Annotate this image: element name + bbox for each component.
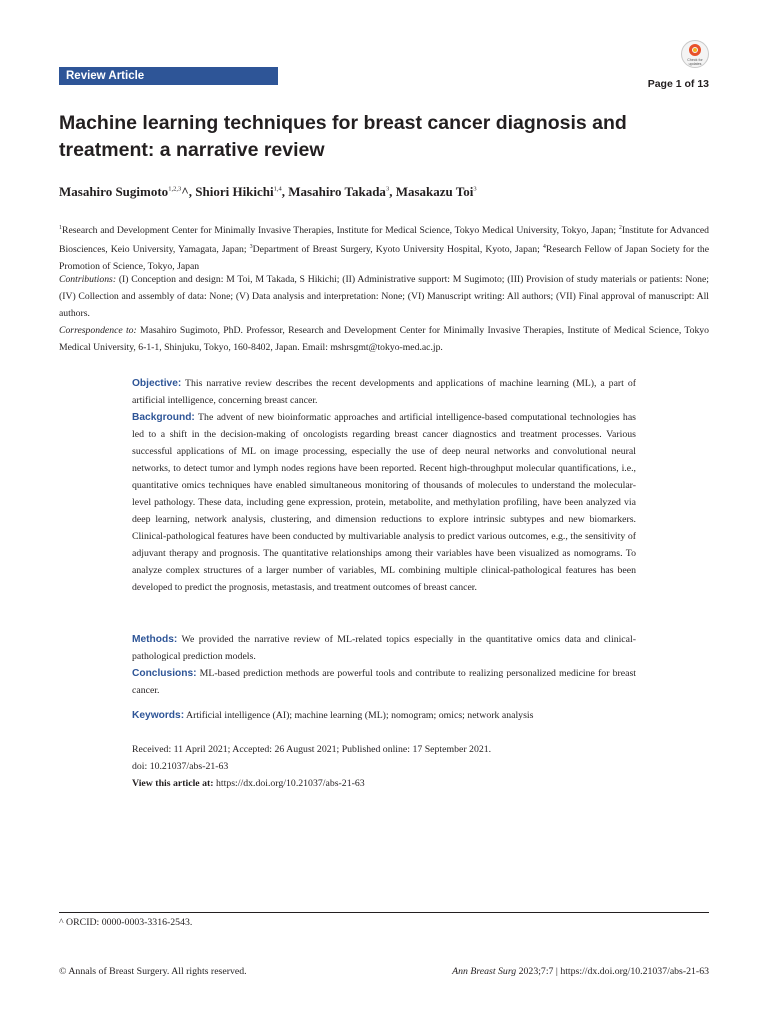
author-list [59, 184, 477, 200]
correspondence-label: Correspondence to: [59, 325, 137, 336]
check-for-updates-icon[interactable] [681, 40, 709, 68]
article-url[interactable]: https://dx.doi.org/10.21037/abs-21-63 [213, 778, 365, 789]
page-number: Page 1 of 13 [647, 78, 709, 90]
article-type-badge: Review Article [59, 67, 278, 85]
copyright: © Annals of Breast Surgery. All rights reserved. [59, 966, 247, 977]
footnote-divider [59, 912, 709, 913]
abstract-methods: Methods: We provided the narrative review of ML-related topics especially in the quantitative omics data and clinical-pathological prediction models. [132, 634, 636, 662]
author: Masakazu Toi$^3$ [395, 184, 477, 199]
check-updates-dot-icon [693, 48, 697, 52]
article-link[interactable] [132, 775, 365, 792]
keywords: Keywords: Artificial intelligence (AI); machine learning (ML); nomogram; omics; network analysis [132, 710, 534, 721]
article-title: Machine learning techniques for breast cancer diagnosis and treatment: a narrative review [59, 112, 627, 161]
publication-dates: Received: 11 April 2021; Accepted: 26 August 2021; Published online: 17 September 2021. [132, 744, 492, 755]
abstract-background: Background: The advent of new bioinformatic approaches and artificial intelligence-based computational technologies has led to a shift in the decision-making of oncologists regarding breast cancer diagnostics and treatment processes. Various successful applications of ML on image processing, especially the use of deep neural networks and convolutional neural networks, to detect tumor and lymph nodes regions have been reported. Recent high-throughput molecular quantifications, i.e., quantitative omics techniques have enabled simultaneous monitoring of thousands of molecules to understand the molecular-level pathology. These data, including gene expression, protein, metabolite, and methylation profiling, have been analyzed via deep learning, network analysis, clustering, and dimension reductions to explore intrinsic subtypes and new biomarkers. Clinical-pathological features have been conducted by multivariable analysis to predict various outcomes, e.g., the sensitivity of adjuvant therapy and prognosis. The quantitative relationships among their variables have been visualized as nomograms. To analyze complex structures of a larger number of variables, ML combining multiple clinical-pathological features has been developed to predict the prognosis, metastasis, and treatment outcomes of breast cancer. [132, 412, 636, 593]
orcid-footnote: ^ ORCID: 0000-0003-3316-2543. [59, 917, 193, 928]
abstract-heading: Conclusions: [132, 668, 197, 679]
journal-name: Ann Breast Surg [452, 966, 517, 977]
correspondence: Correspondence to: Masahiro Sugimoto, PhD. Professor, Research and Development Center for Minimally Invasive Therapies, Institute of Medical Science, Tokyo Medical University, 6-1-1, Shinjuku, Tokyo, 160-8402, Japan. Email: mshrsgmt@tokyo-med.ac.jp. [59, 325, 709, 353]
doi: doi: 10.21037/abs-21-63 [132, 761, 229, 772]
contributions: Contributions: (I) Conception and design: M Toi, M Takada, S Hikichi; (II) Administrative support: M Sugimoto; (III) Provision of study materials or patients: None; (IV) Collection and assembly of data: None; (V) Data analysis and interpretation: None; (VI) Manuscript writing: All authors; (VII) Final approval of manuscript: All authors. [59, 274, 709, 319]
keywords-label: Keywords: [132, 710, 185, 721]
abstract-heading: Methods: [132, 634, 178, 645]
abstract-heading: Objective: [132, 378, 182, 389]
author: Masahiro Takada$^3$, [288, 184, 396, 199]
author: Shiori Hikichi$^{1,4}$, [195, 184, 289, 199]
journal-citation: Ann Breast Surg 2023;7:7 | https://dx.doi.org/10.21037/abs-21-63 [452, 966, 709, 977]
view-article-label: View this article at: [132, 778, 214, 789]
abstract-objective: Objective: This narrative review describes the recent developments and applications of machine learning (ML), a part of artificial intelligence, concerning breast cancer. [132, 378, 636, 406]
affiliations: $^1$Research and Development Center for Minimally Invasive Therapies, Institute for Medical Science, Tokyo Medical University, Tokyo, Japan; $^2$Institute for Advanced Biosciences, Keio University, Yamagata, Japan; $^3$Department of Breast Surgery, Kyoto University Hospital, Kyoto, Japan; $^4$Research Fellow of Japan Society for the Promotion of Science, Tokyo, Japan [59, 225, 710, 273]
contributions-label: Contributions: [59, 274, 117, 285]
author: Masahiro Sugimoto$^{1,2,3}$^, [59, 184, 196, 199]
abstract-conclusions: Conclusions: ML-based prediction methods are powerful tools and contribute to realizing personalized medicine for breast cancer. [132, 668, 636, 696]
abstract-heading: Background: [132, 412, 195, 423]
check-updates-label: Check for updates [687, 58, 703, 66]
